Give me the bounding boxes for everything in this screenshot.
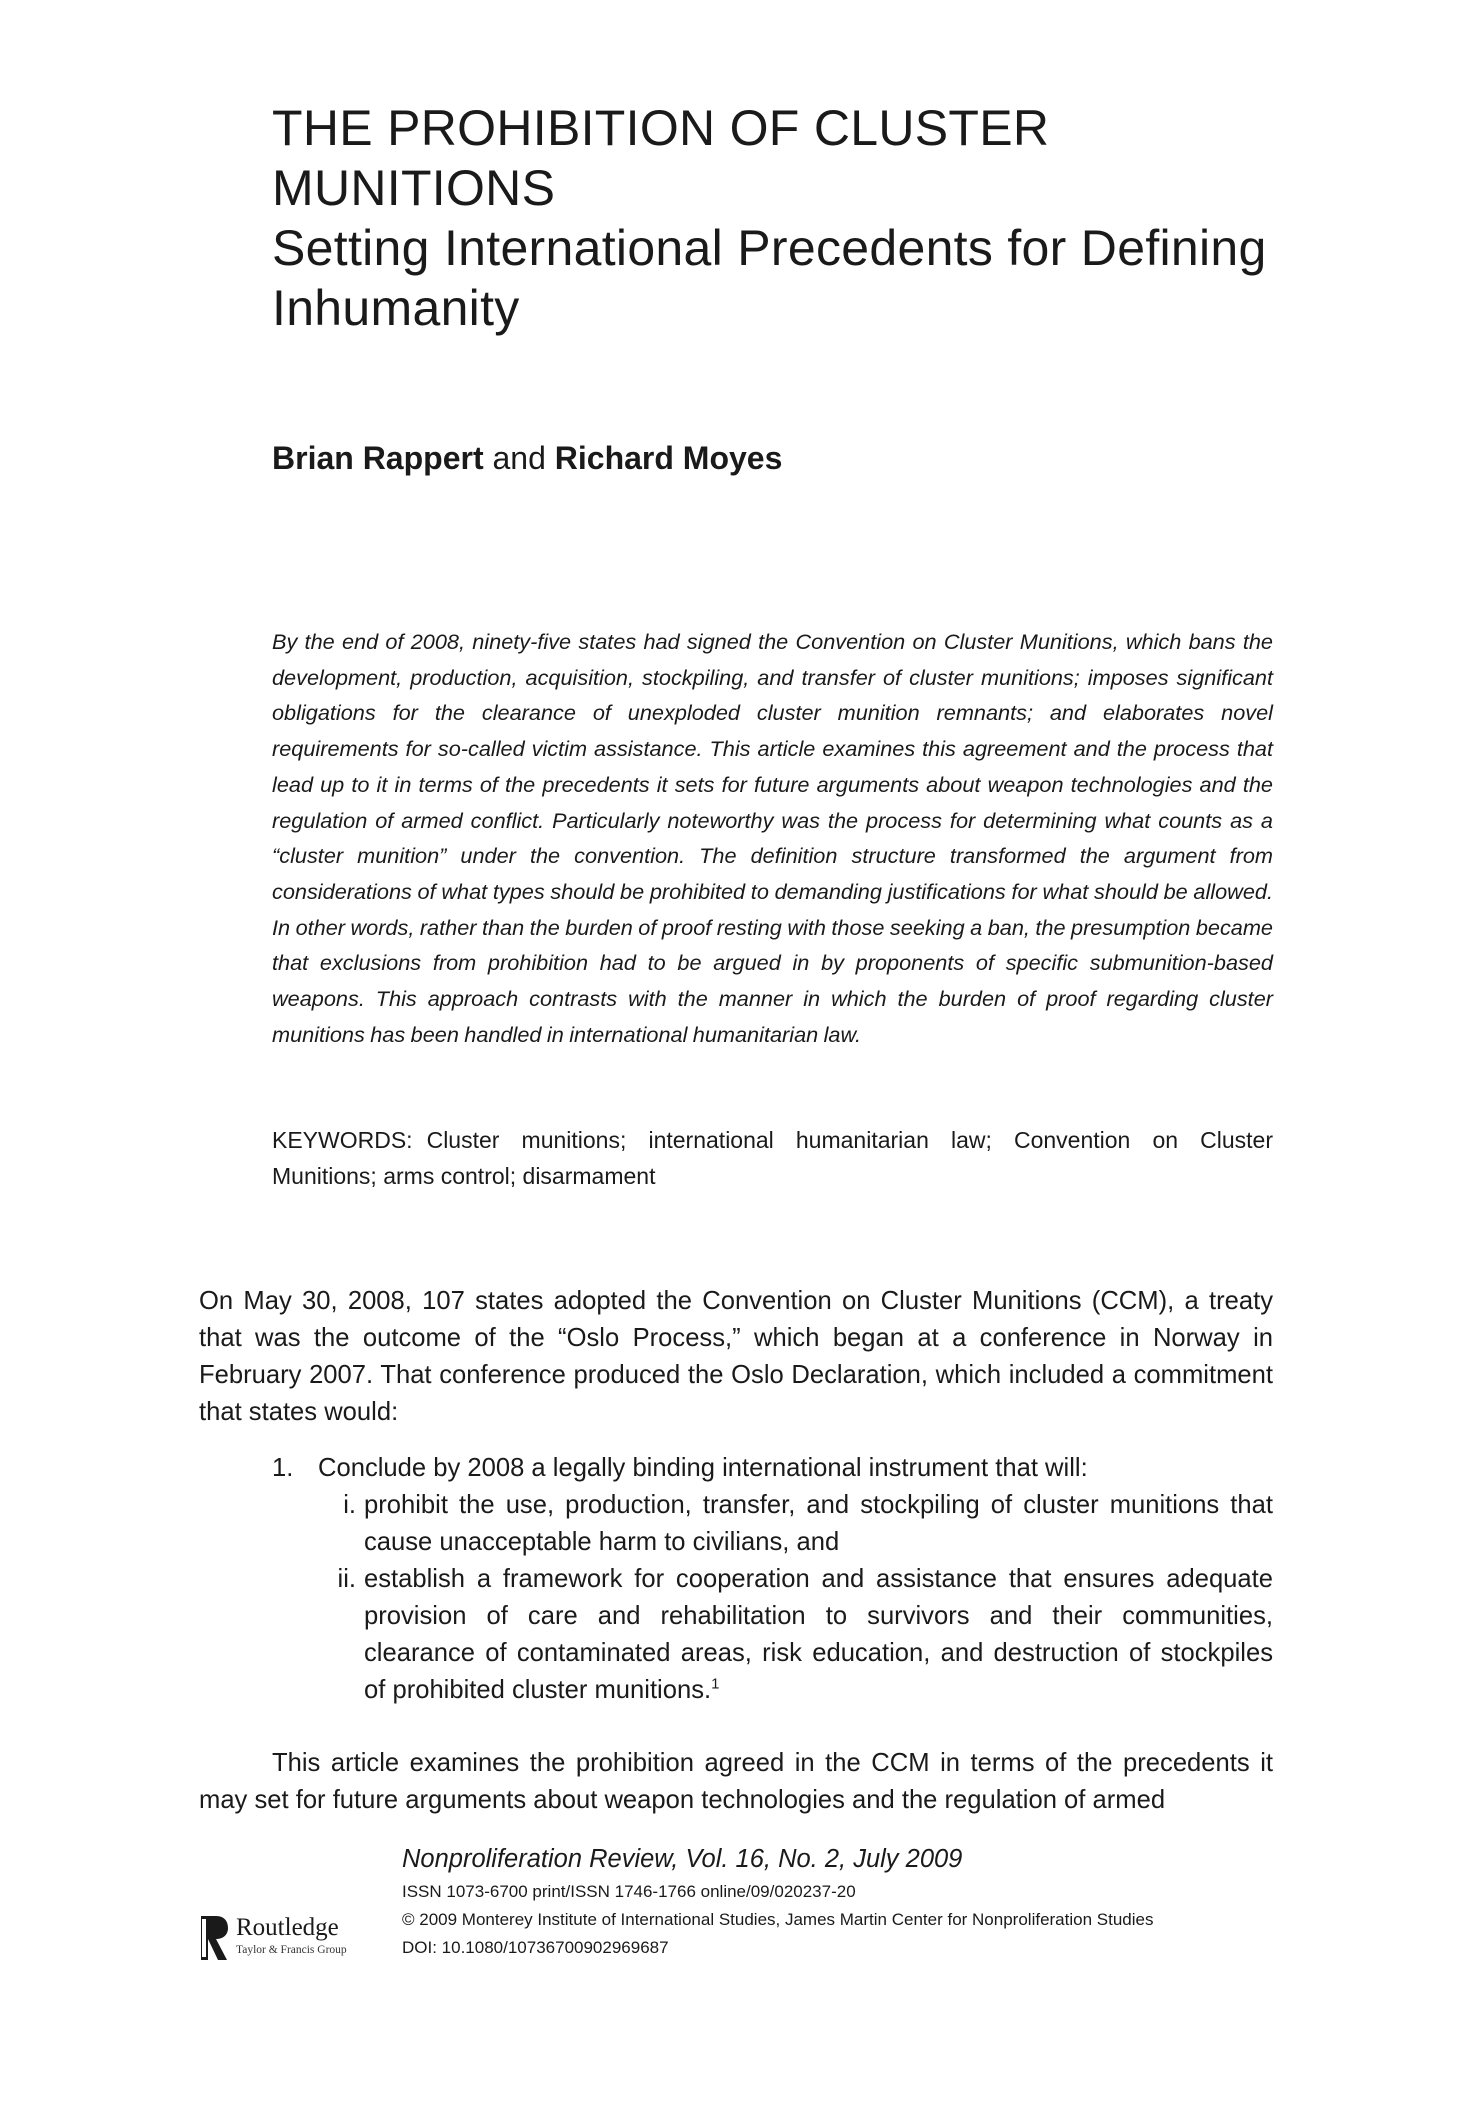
author-name: Brian Rappert — [272, 440, 484, 476]
copyright: © 2009 Monterey Institute of International Studies, James Martin Center for Nonproliferation Studies — [402, 1910, 1154, 1929]
sub-list-item — [318, 1487, 1273, 1561]
subtitle-line-2: Inhumanity — [272, 280, 520, 336]
author-list — [272, 438, 782, 478]
keywords-text: Cluster munitions; international humanitarian law; Convention on Cluster Munitions; arms control; disarmament — [272, 1127, 1273, 1189]
author-conjunction: and — [492, 440, 546, 476]
publisher-name: Routledge — [236, 1914, 339, 1941]
abstract: By the end of 2008, ninety-five states had signed the Convention on Cluster Munitions, which bans the development, production, acquisition, stockpiling, and transfer of cluster munitions; imposes significant obligations for the clearance of unexploded cluster munition remnants; and elaborates novel requirements for so-called victim assistance. This article examines this agreement and the process that lead up to it in terms of the precedents it sets for future arguments about weapon technologies and the regulation of armed conflict. Particularly noteworthy was the process for determining what counts as a “cluster munition” under the convention. The definition structure transformed the argument from considerations of what types should be prohibited to demanding justifications for what should be allowed. In other words, rather than the burden of proof resting with those seeking a ban, the presumption became that exclusions from prohibition had to be argued in by proponents of specific submunition-based weapons. This approach contrasts with the manner in which the burden of proof regarding cluster munitions has been handled in international humanitarian law. — [272, 629, 1273, 1047]
doi[interactable]: DOI: 10.1080/10736700902969687 — [402, 1938, 669, 1957]
journal-citation: Nonproliferation Review, Vol. 16, No. 2, July 2009 — [402, 1845, 963, 1873]
title-line-2: MUNITIONS — [272, 160, 556, 216]
publisher-logo-text — [236, 1914, 347, 1958]
sub-list-marker: i. — [343, 1491, 356, 1519]
title-line-1: THE PROHIBITION OF CLUSTER — [272, 100, 1050, 156]
author-name: Richard Moyes — [554, 440, 783, 476]
journal-footer — [402, 1840, 1302, 1962]
sub-list-text: establish a framework for cooperation and assistance that ensures adequate provision of care and rehabilitation to survivors and their communities, clearance of contaminated areas, risk education, and destruction of stockpiles of prohibited cluster munitions. — [364, 1565, 1273, 1704]
sub-list-item — [318, 1561, 1273, 1709]
sub-list-text: prohibit the use, production, transfer, and stockpiling of cluster munitions that cause unacceptable harm to civilians, and — [364, 1491, 1273, 1556]
article-title — [272, 98, 1292, 338]
body-paragraph: This article examines the prohibition agreed in the CCM in terms of the precedents it may set for future arguments about weapon technologies and the regulation of armed — [199, 1749, 1273, 1814]
list-item-text: Conclude by 2008 a legally binding international instrument that will: — [318, 1454, 1088, 1482]
issn: ISSN 1073-6700 print/ISSN 1746-1766 online/09/020237-20 — [402, 1882, 856, 1901]
footnote-reference[interactable]: 1 — [711, 1675, 720, 1693]
list-item — [272, 1450, 1273, 1487]
publisher-logo — [198, 1914, 368, 1964]
sub-list-marker: ii. — [337, 1565, 356, 1593]
body-paragraph: On May 30, 2008, 107 states adopted the Convention on Cluster Munitions (CCM), a treaty that was the outcome of the “Oslo Process,” which began at a conference in Norway in February 2007. That conference produced the Oslo Declaration, which included a commitment that states would: — [199, 1287, 1273, 1426]
subtitle-line-1: Setting International Precedents for Defining — [272, 220, 1267, 276]
sub-list-text-with-note — [364, 1561, 1273, 1709]
publisher-group: Taylor & Francis Group — [236, 1944, 347, 1956]
list-number: 1. — [272, 1454, 294, 1482]
keywords — [272, 1122, 1273, 1194]
keywords-label: KEYWORDS: — [272, 1127, 413, 1153]
numbered-list — [272, 1450, 1273, 1709]
routledge-logo-icon — [198, 1914, 230, 1964]
